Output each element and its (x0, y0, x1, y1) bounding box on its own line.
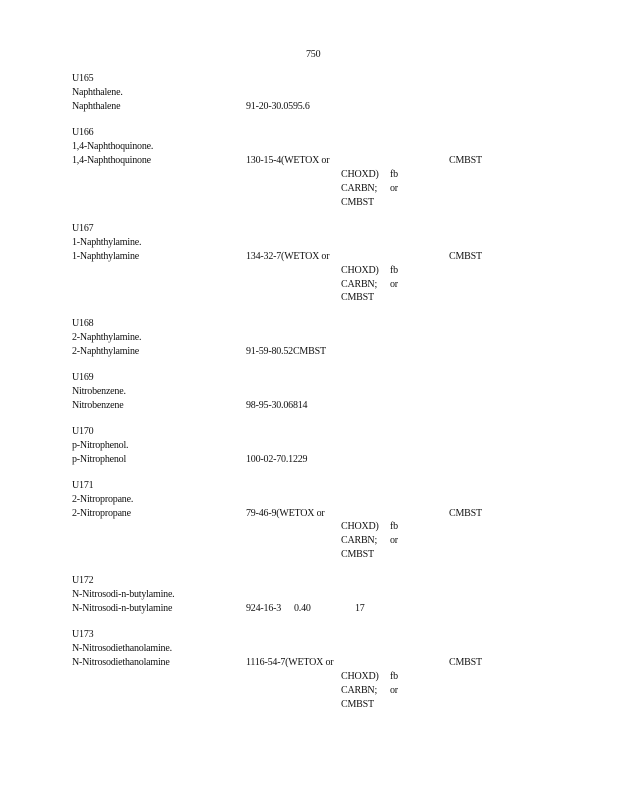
treatment-method-line: CMBST (341, 197, 374, 208)
cas-and-standards: 91-20-30.0595.6 (246, 101, 310, 112)
treatment-method-line: CMBST (341, 699, 374, 710)
nonwastewater-standard: CMBST (449, 155, 482, 166)
waste-description: N-Nitrosodiethanolamine. (72, 643, 172, 654)
waste-description: Naphthalene. (72, 87, 123, 98)
cas-number: 924-16-3 (246, 603, 282, 614)
waste-code: U168 (72, 318, 94, 329)
constituent-name: N-Nitrosodiethanolamine (72, 657, 170, 668)
waste-description: 2-Nitropropane. (72, 494, 134, 505)
treatment-method-line: CARBN; (341, 535, 378, 546)
waste-code: U170 (72, 426, 94, 437)
cas-and-standards: 130-15-4(WETOX or (246, 155, 330, 166)
waste-description: 1-Naphthylamine. (72, 237, 142, 248)
waste-description: 2-Naphthylamine. (72, 332, 142, 343)
cas-and-standards: 1116-54-7(WETOX or (246, 657, 334, 668)
treatment-method-line: CMBST (341, 549, 374, 560)
treatment-connector: or (390, 535, 398, 546)
treatment-method-line: CARBN; (341, 685, 378, 696)
treatment-method-line: CHOXD) (341, 169, 379, 180)
cas-and-standards: 134-32-7(WETOX or (246, 251, 330, 262)
treatment-connector: or (390, 685, 398, 696)
treatment-method-line: CARBN; (341, 279, 378, 290)
waste-code: U172 (72, 575, 94, 586)
constituent-name: 2-Nitropropane (72, 508, 131, 519)
constituent-name: p-Nitrophenol (72, 454, 127, 465)
nonwastewater-standard: CMBST (449, 657, 482, 668)
treatment-connector: fb (390, 169, 398, 180)
cas-and-standards: 98-95-30.06814 (246, 400, 308, 411)
waste-code: U166 (72, 127, 94, 138)
treatment-connector: fb (390, 265, 398, 276)
treatment-method-line: CHOXD) (341, 265, 379, 276)
constituent-name: 1-Naphthylamine (72, 251, 139, 262)
constituent-name: 2-Naphthylamine (72, 346, 139, 357)
waste-code: U169 (72, 372, 94, 383)
nonwastewater-standard: CMBST (449, 508, 482, 519)
treatment-connector: fb (390, 521, 398, 532)
treatment-connector: or (390, 183, 398, 194)
treatment-method-line: CARBN; (341, 183, 378, 194)
waste-code: U167 (72, 223, 94, 234)
waste-description: N-Nitrosodi-n-butylamine. (72, 589, 175, 600)
treatment-connector: fb (390, 671, 398, 682)
waste-description: 1,4-Naphthoquinone. (72, 141, 154, 152)
wastewater-standard: 0.40 (294, 603, 311, 614)
treatment-method-line: CMBST (341, 292, 374, 303)
nonwastewater-standard: 17 (355, 603, 365, 614)
constituent-name: N-Nitrosodi-n-butylamine (72, 603, 173, 614)
waste-code: U165 (72, 73, 94, 84)
constituent-name: Nitrobenzene (72, 400, 124, 411)
treatment-connector: or (390, 279, 398, 290)
cas-and-standards: 79-46-9(WETOX or (246, 508, 325, 519)
cas-and-standards: 100-02-70.1229 (246, 454, 308, 465)
page-number: 750 (306, 49, 321, 60)
waste-code: U171 (72, 480, 94, 491)
treatment-method-line: CHOXD) (341, 671, 379, 682)
waste-code: U173 (72, 629, 94, 640)
waste-description: p-Nitrophenol. (72, 440, 129, 451)
nonwastewater-standard: CMBST (449, 251, 482, 262)
waste-description: Nitrobenzene. (72, 386, 126, 397)
constituent-name: Naphthalene (72, 101, 121, 112)
constituent-name: 1,4-Naphthoquinone (72, 155, 151, 166)
cas-and-standards: 91-59-80.52CMBST (246, 346, 326, 357)
treatment-method-line: CHOXD) (341, 521, 379, 532)
